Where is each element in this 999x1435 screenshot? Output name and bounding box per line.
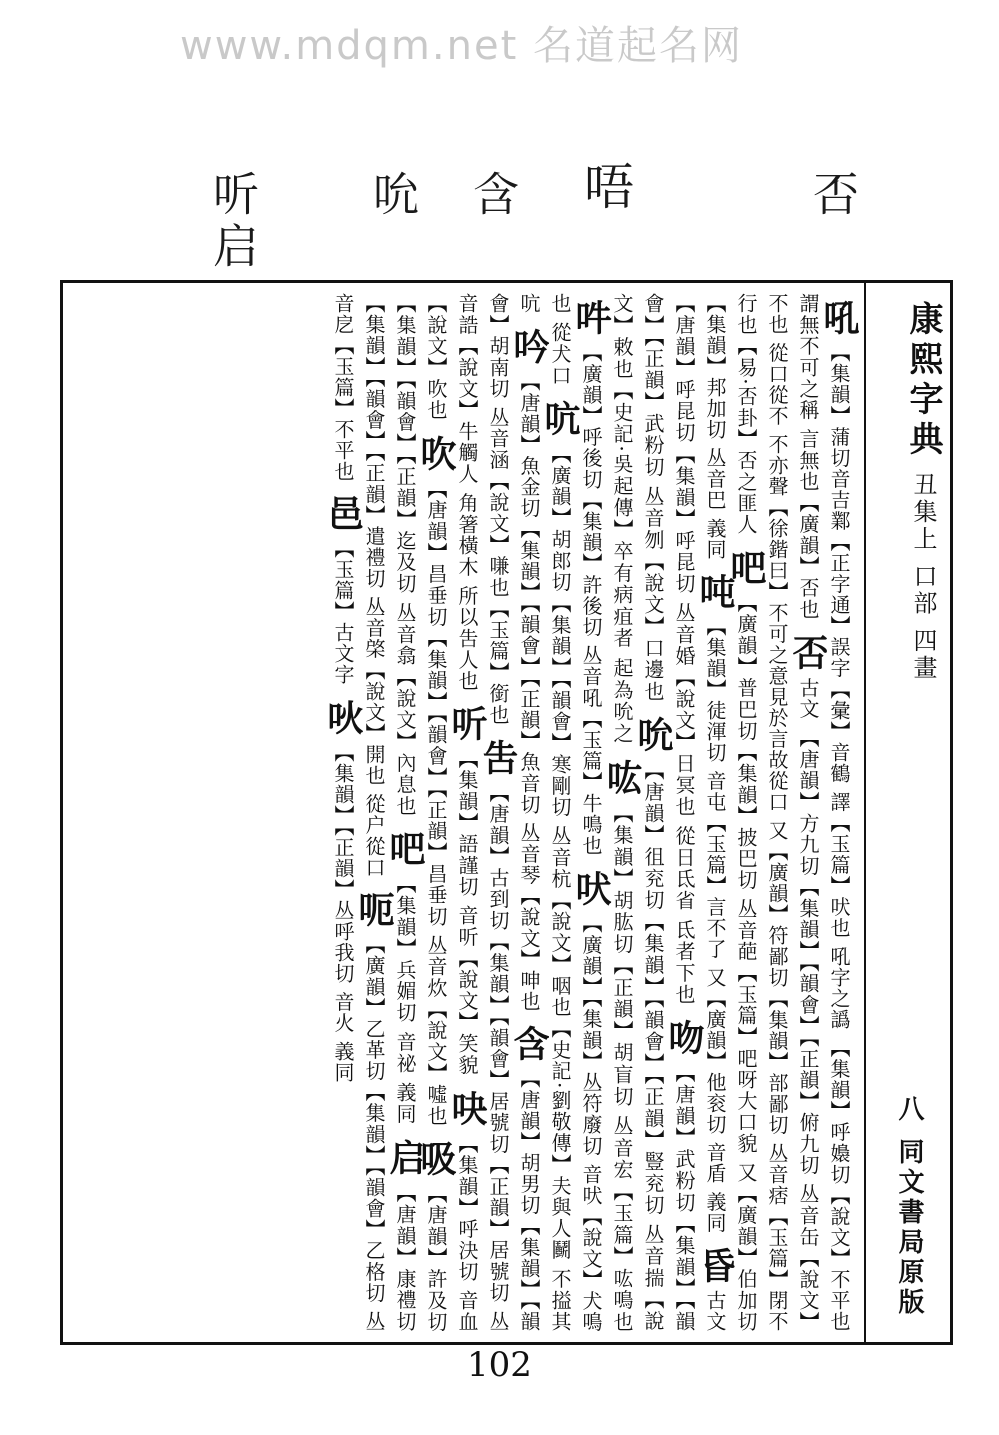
seal-script-row xyxy=(0,160,999,285)
entry-text: 【集韻】語謹切 音听【說文】笑貌 xyxy=(455,748,479,1076)
entry-headword: 吨 xyxy=(694,573,736,611)
entry-text: 【唐韻】古到切【集韻】【韻會】居號切【正韻】居號切 丛音誥【說文】牛觸人 角箸橫木 所以吿人也 xyxy=(455,293,510,1333)
entry-headword: 吧 xyxy=(384,830,426,868)
entry-headword: 吟 xyxy=(508,327,550,365)
entry-text: 【廣韻】乙革切【集韻】【韻會】乙格切 丛音戹【玉篇】不平也 xyxy=(331,293,386,1333)
entry-text: 【集韻】蒲切音吉鄴【正字通】誤字【彙】音鶴 譯【玉篇】吠也 吼字之譌 【集韻】呼嬝切【說文】不平也 謂無不可之稱 言無也【廣韻】否也 xyxy=(796,293,851,1332)
header-bottom xyxy=(891,1095,928,1318)
entry-text: 古文 【唐韻】方九切【集韻】【韻會】【正韻】俯九切 丛音缶【說文】不也 從口從不 不亦聲【徐鍇曰】不可之意見於言故從口 又【廣韻】符鄙切【集韻】部鄙切 丛音痞【玉篇】閉不行也【易·否卦】否之匪人 xyxy=(734,293,820,1333)
entry-text: 【唐韻】許及切【集韻】【韻會】【正韻】迄及切 丛音翕【說文】內息也 xyxy=(393,293,448,1333)
entry-headword: 吽 xyxy=(570,299,612,336)
entry-text: 【廣韻】胡郎切【集韻】【韻會】寒剛切 丛音杭【說文】咽也【史記·劉敬傳】夫與人鬭 不搤其吭 xyxy=(517,293,572,1333)
entry-headword: 听 xyxy=(446,705,488,743)
entry-headword: 吧 xyxy=(725,548,767,586)
entry-text: 【唐韻】魚金切【集韻】【韻會】【正韻】魚音切 丛音琴【說文】呻也 xyxy=(517,370,541,1012)
page-number: 102 xyxy=(467,1345,532,1385)
entry-text: 【集韻】【正韻】丛呼我切 音火 義同 xyxy=(331,741,355,1083)
entry-headword: 吮 xyxy=(632,716,674,754)
entry-headword: 启 xyxy=(384,1138,426,1176)
entry-headword: 吿 xyxy=(477,739,519,777)
entry-text: 【集韻】兵媚切 音祕 義同 xyxy=(393,873,417,1126)
entry xyxy=(694,567,736,1234)
entry-text: 【集韻】徒渾切 音屯【玉篇】言不了 又【廣韻】他衮切 音盾 義同 xyxy=(703,616,727,1234)
seal-char: 唔 xyxy=(576,160,634,210)
header-page-label: 八 xyxy=(894,1094,924,1125)
seal-char: 启 xyxy=(206,222,260,268)
header-strokes: 四畫 xyxy=(909,627,937,682)
entry xyxy=(384,824,426,1126)
entry-headword: 吻 xyxy=(663,1019,705,1057)
entry xyxy=(415,429,457,1127)
seal-char: 含 xyxy=(466,170,520,216)
entry-text: 【唐韻】武粉切【集韻】【韻會】【正韻】武粉切 丛音刎【說文】口邊也 xyxy=(641,293,696,1333)
entry xyxy=(322,693,364,1083)
page-header-column xyxy=(864,283,950,1342)
page-frame xyxy=(60,280,953,1345)
entry-headword: 吙 xyxy=(322,698,364,736)
header-collection: 丑集上 xyxy=(909,471,937,553)
entry-headword: 吷 xyxy=(446,1089,488,1127)
entry xyxy=(322,489,364,686)
entry-headword: 昏 xyxy=(694,1247,736,1285)
header-radical: 口部 xyxy=(909,563,937,618)
seal-char: 吮 xyxy=(366,170,420,216)
entry-text: 古文 【唐韻】呼昆切【集韻】呼昆切 丛音婚【說文】日冥也 從日氐省 氐者下也 xyxy=(672,293,727,1333)
entry-headword: 吭 xyxy=(539,399,581,437)
watermark-text: www.mdqm.net 名道起名网 xyxy=(180,23,743,69)
entry-headword: 吼 xyxy=(818,299,860,336)
header-publisher: 同文書局原版 xyxy=(894,1138,924,1318)
dictionary-entries xyxy=(71,293,860,1333)
entry-text: 【唐韻】徂兖切【集韻】【韻會】【正韻】豎兖切 丛音揣【說文】敕也【史記·吳起傳】卒有病疽者 起為吮之 xyxy=(610,293,665,1333)
entry-headword: 吰 xyxy=(601,758,643,796)
entry-headword: 邑 xyxy=(322,495,364,533)
entry-headword: 含 xyxy=(508,1024,550,1062)
entry-headword: 吹 xyxy=(415,434,457,472)
entry-text: 【廣韻】普巴切【集韻】披巴切 丛音葩【玉篇】吧呀大口貌 又【廣韻】伯加切【集韻】邦加切 丛音巴 義同 xyxy=(703,293,758,1333)
entry xyxy=(508,322,550,1012)
entry-text: 【集韻】胡肱切【正韻】胡盲切 丛音宏【玉篇】吰鳴也 xyxy=(610,801,634,1333)
entry-headword: 呃 xyxy=(353,891,395,929)
entry-headword: 吠 xyxy=(570,869,612,907)
entry-text: 【廣韻】呼後切【集韻】許後切 丛音吼【玉篇】牛鳴也 xyxy=(579,342,603,857)
seal-char: 听 xyxy=(206,170,260,216)
header-top xyxy=(903,301,942,682)
entry xyxy=(570,293,612,857)
entry-text: 【唐韻】昌垂切【集韻】【韻會】【正韻】昌垂切 丛音炊【說文】噓也 xyxy=(424,477,448,1127)
seal-char: 否 xyxy=(806,170,860,216)
entry-text: 【玉篇】古文字 xyxy=(331,538,355,686)
entry-text: 【唐韻】胡男切【集韻】【韻會】胡南切 丛音涵【說文】嗛也【玉篇】銜也 xyxy=(486,293,541,1333)
entry-text: 【唐韻】康禮切【集韻】【韻會】【正韻】遣禮切 丛音棨【說文】開也 從户從口 xyxy=(362,293,417,1333)
entry-headword: 否 xyxy=(787,633,829,671)
entry-text: 【廣韻】【集韻】丛符廢切 音吠【說文】犬鳴也 從犬口 xyxy=(548,293,603,1333)
entry xyxy=(446,699,488,1076)
dictionary-title: 康熙字典 xyxy=(903,301,943,461)
entry xyxy=(601,753,643,1333)
entry-headword: 吸 xyxy=(415,1139,457,1177)
entry-text: 【集韻】呼決切 音血【說文】吹也 xyxy=(424,293,479,1333)
